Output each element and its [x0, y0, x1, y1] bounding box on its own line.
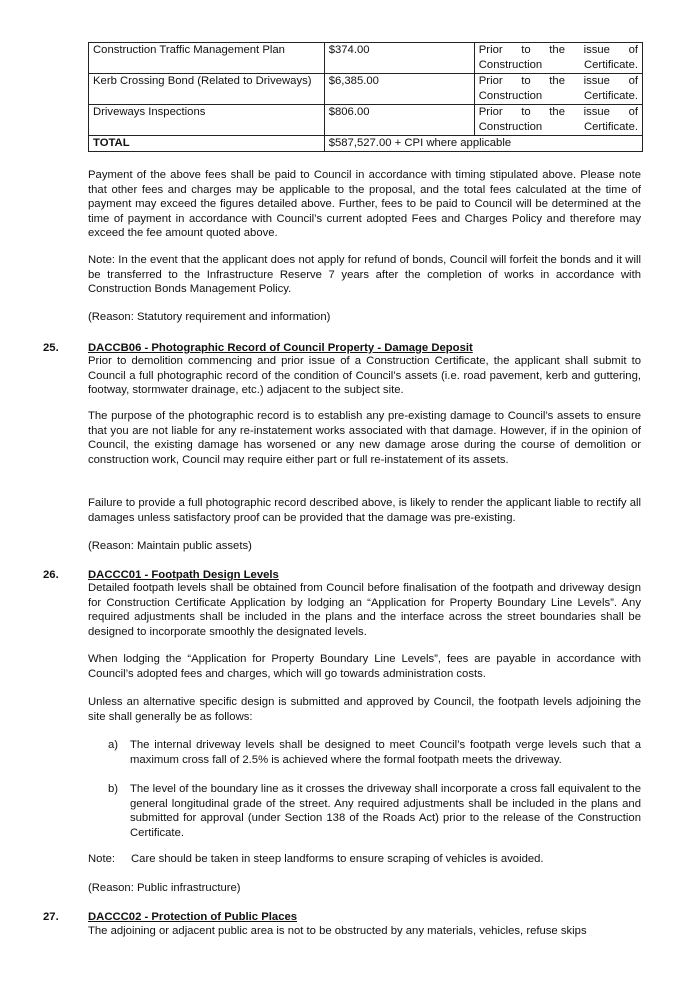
fee-timing-cell: Prior to the issue of Construction Certificate.: [474, 74, 642, 105]
note-label: Note:: [88, 853, 116, 865]
fee-timing-cell: Prior to the issue of Construction Certificate.: [474, 105, 642, 136]
list-item: The internal driveway levels shall be designed to meet Council’s footpath verge levels such that a maximum cross fall of 2.5% is achieved where the formal footpath meets the driveway.: [130, 739, 641, 766]
list-item: The level of the boundary line as it crosses the driveway shall incorporate a cross fall equivalent to the general longitudinal grade of the street. Any required adjustments shall be included in the plans and submitted for approval (under Section 138 of the Roads Act) prior to the release of the Construction Certificate.: [130, 783, 641, 839]
list-item-label: a): [108, 739, 119, 751]
fees-table: [88, 42, 643, 152]
condition-heading: DACCC02 - Protection of Public Places: [88, 911, 298, 923]
reason-text: (Reason: Maintain public assets): [88, 540, 252, 552]
fee-item-cell: Kerb Crossing Bond (Related to Driveways): [89, 74, 325, 105]
table-row: [89, 74, 643, 105]
total-label: TOTAL: [89, 136, 325, 152]
fee-item-cell: Construction Traffic Management Plan: [89, 43, 325, 74]
condition-paragraph: Unless an alternative specific design is submitted and approved by Council, the footpath levels adjoining the site shall generally be as follows:: [88, 696, 641, 723]
reason-text: (Reason: Statutory requirement and information): [88, 311, 331, 323]
fee-timing-cell: Prior to the issue of Construction Certificate.: [474, 43, 642, 74]
total-value: $587,527.00 + CPI where applicable: [324, 136, 642, 152]
condition-paragraph: Detailed footpath levels shall be obtained from Council before finalisation of the footpath and driveway design for Construction Certificate Application by lodging an “Application for Property Boundary Line Levels”. Any required adjustments shall be included in the plans and the interface across the street boundaries shall be designed to incorporate smoothly the designated levels.: [88, 582, 641, 638]
condition-paragraph: When lodging the “Application for Property Boundary Line Levels”, fees are payable in accordance with Council’s adopted fees and charges, which will go towards administration costs.: [88, 653, 641, 680]
reason-text: (Reason: Public infrastructure): [88, 882, 241, 894]
fee-amount-cell: $374.00: [324, 43, 474, 74]
payment-paragraph: Payment of the above fees shall be paid to Council in accordance with timing stipulated above. Please note that other fees and charges may be applicable to the proposal, and the total fees calculated at the time of payment may exceed the figures detailed above. Further, fees to be paid to Council will be determined at the time of payment in accordance with Council’s current adopted Fees and Charges Policy and therefore may exceed the fee amount quoted above.: [88, 169, 641, 240]
condition-paragraph: The purpose of the photographic record is to establish any pre-existing damage to Council’s assets to ensure that you are not liable for any re-instatement works associated with that damage. However, if in the opinion of Council, the existing damage has worsened or any new damage arose during the course of demolition or construction work, Council may require either part or full re-instatement of its assets.: [88, 410, 641, 466]
fee-item-cell: Driveways Inspections: [89, 105, 325, 136]
condition-paragraph: Failure to provide a full photographic record described above, is likely to render the applicant liable to rectify all damages unless satisfactory proof can be provided that the damage was pre-existing.: [88, 497, 641, 524]
table-total-row: [89, 136, 643, 152]
note-text: Care should be taken in steep landforms to ensure scraping of vehicles is avoided.: [131, 853, 544, 865]
condition-number: 26.: [43, 569, 59, 581]
table-row: [89, 43, 643, 74]
condition-number: 25.: [43, 342, 59, 354]
condition-number: 27.: [43, 911, 59, 923]
condition-heading: DACCC01 - Footpath Design Levels: [88, 569, 279, 581]
list-item-label: b): [108, 783, 119, 795]
bonds-note: Note: In the event that the applicant does not apply for refund of bonds, Council will forfeit the bonds and it will be transferred to the Infrastructure Reserve 7 years after the completion of works in accordance with Construction Bonds Management Policy.: [88, 254, 641, 296]
condition-heading: DACCB06 - Photographic Record of Council Property - Damage Deposit: [88, 342, 473, 354]
condition-paragraph: Prior to demolition commencing and prior issue of a Construction Certificate, the applicant shall submit to Council a full photographic record of the condition of Council’s assets (i.e. road pavement, kerb and guttering, footway, stormwater drainage, etc.) adjacent to the subject site.: [88, 355, 641, 397]
table-row: [89, 105, 643, 136]
fee-amount-cell: $6,385.00: [324, 74, 474, 105]
fee-amount-cell: $806.00: [324, 105, 474, 136]
condition-paragraph: The adjoining or adjacent public area is not to be obstructed by any materials, vehicles, refuse skips: [88, 925, 587, 937]
